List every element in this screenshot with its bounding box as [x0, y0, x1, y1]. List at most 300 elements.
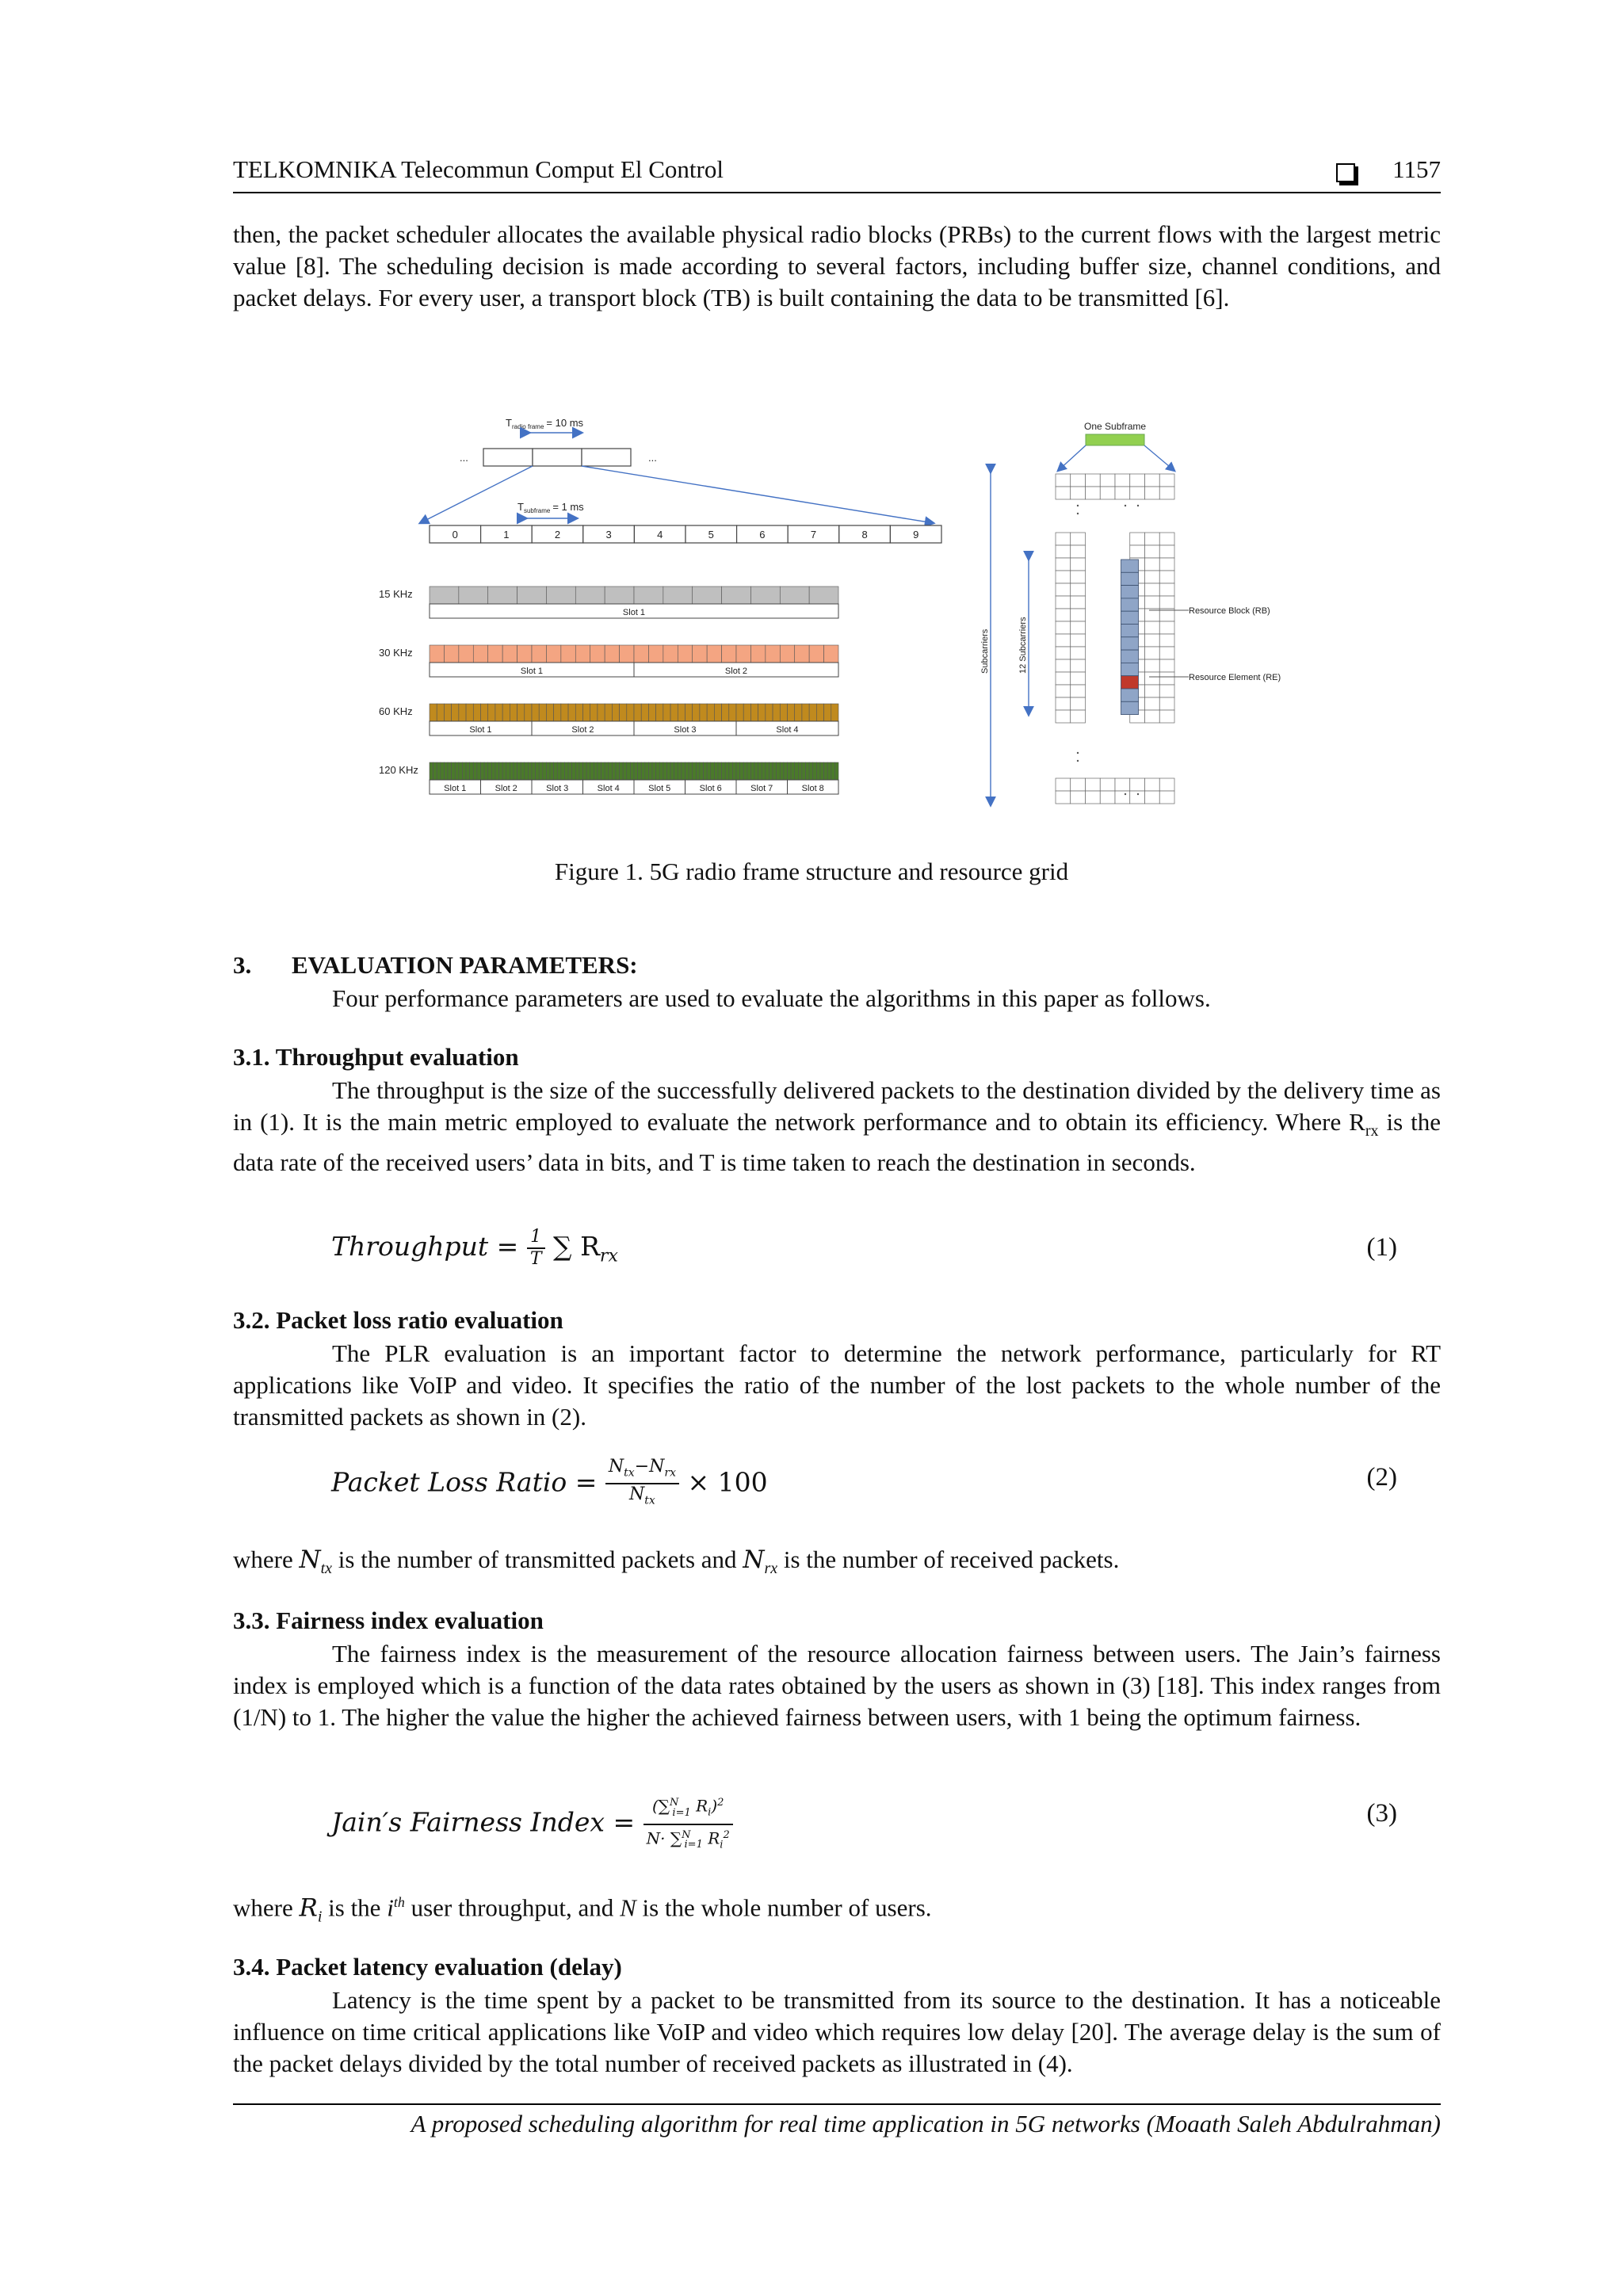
- slot-label: Slot 2: [724, 667, 748, 676]
- ellipsis-dot: [1137, 505, 1139, 506]
- slot-label: Slot 2: [571, 725, 594, 735]
- ofdm-symbol: [696, 762, 700, 780]
- grid-cell: [1071, 621, 1086, 634]
- ofdm-symbol: [747, 762, 751, 780]
- grid-cell: [1159, 474, 1174, 487]
- resource-block-cell: [1121, 637, 1139, 650]
- resource-block-cell: [1121, 598, 1139, 611]
- ofdm-symbol: [502, 704, 510, 721]
- ofdm-symbol: [554, 762, 558, 780]
- grid-cell: [1056, 697, 1071, 710]
- grid-cell: [1145, 583, 1160, 596]
- ofdm-symbol: [641, 762, 645, 780]
- slot-label: Slot 4: [597, 784, 620, 793]
- ofdm-symbol: [725, 762, 729, 780]
- grid-cell: [1130, 545, 1145, 558]
- grid-cell: [1071, 474, 1086, 487]
- ofdm-symbol: [670, 762, 674, 780]
- ofdm-symbol: [722, 762, 726, 780]
- ofdm-symbol: [495, 704, 502, 721]
- ofdm-symbol: [620, 762, 624, 780]
- ofdm-symbol: [813, 762, 817, 780]
- grid-cell: [1159, 791, 1174, 804]
- grid-cell: [1071, 672, 1086, 685]
- ellipsis-dot: [1077, 513, 1079, 514]
- ofdm-symbol: [433, 762, 437, 780]
- grid-cell: [1071, 609, 1086, 621]
- numerology-label: 60 KHz: [379, 705, 413, 717]
- ofdm-symbol: [488, 586, 517, 604]
- grid-cell: [1159, 778, 1174, 791]
- ofdm-symbol: [627, 762, 631, 780]
- ofdm-symbol: [550, 762, 554, 780]
- subframe-index: 8: [861, 529, 868, 541]
- ofdm-symbol: [546, 645, 560, 663]
- grid-cell: [1145, 558, 1160, 571]
- section-3-4-text: Latency is the time spent by a packet to be transmitted from its source to the destination. It has a noticeable influence on time critical applications like VoIP and video which requires low delay [20]. The average delay is the sum of the packet delays divided by the total number of received packets as illustrated in (4).: [233, 1986, 1441, 2077]
- ellipsis-dot: [1137, 793, 1139, 795]
- ofdm-symbol: [722, 704, 729, 721]
- ofdm-symbol: [612, 762, 616, 780]
- slot-label: Slot 3: [674, 725, 697, 735]
- ofdm-symbol: [750, 645, 765, 663]
- ofdm-symbol: [623, 762, 627, 780]
- ofdm-symbol: [638, 762, 642, 780]
- ofdm-symbol: [824, 762, 828, 780]
- subframe-index: 5: [708, 529, 714, 541]
- ofdm-symbol: [648, 645, 663, 663]
- ofdm-symbol: [575, 645, 590, 663]
- numerology-label: 15 KHz: [379, 588, 413, 600]
- ofdm-symbol: [459, 762, 463, 780]
- ofdm-symbol: [612, 704, 619, 721]
- running-footer: A proposed scheduling algorithm for real time application in 5G networks (Moaath Saleh Abdulrahman): [411, 2110, 1441, 2137]
- grid-cell: [1145, 685, 1160, 697]
- ofdm-symbol: [666, 762, 670, 780]
- ofdm-symbol: [693, 645, 707, 663]
- grid-cell: [1159, 710, 1174, 723]
- ofdm-symbol: [514, 762, 517, 780]
- ofdm-symbol: [502, 645, 517, 663]
- ofdm-symbol: [645, 762, 649, 780]
- slot-label: Slot 1: [622, 608, 646, 617]
- ofdm-symbol: [539, 704, 546, 721]
- ofdm-symbol: [766, 762, 769, 780]
- ofdm-symbol: [473, 704, 480, 721]
- ofdm-symbol: [583, 762, 587, 780]
- ofdm-symbol: [557, 762, 561, 780]
- section-3-3-heading: [233, 1606, 544, 1635]
- ofdm-symbol: [718, 762, 722, 780]
- grid-cell: [1159, 634, 1174, 647]
- ofdm-symbol: [539, 762, 543, 780]
- slot-label: Slot 1: [444, 784, 467, 793]
- ofdm-symbol: [568, 762, 572, 780]
- ofdm-symbol: [648, 762, 652, 780]
- ellipsis-dot: [1077, 760, 1079, 762]
- grid-cell: [1130, 791, 1145, 804]
- ofdm-symbol: [430, 762, 433, 780]
- ofdm-symbol: [598, 704, 605, 721]
- grid-cell: [1071, 634, 1086, 647]
- ofdm-symbol: [700, 704, 707, 721]
- section-3-2-title: Packet loss ratio evaluation: [276, 1306, 563, 1334]
- ofdm-symbol: [809, 762, 813, 780]
- ofdm-symbol: [455, 762, 459, 780]
- grid-cell: [1086, 778, 1101, 791]
- ofdm-symbol: [714, 762, 718, 780]
- ofdm-symbol: [773, 704, 780, 721]
- t-subframe-label: $T_{subframe} = 1$ ms: [517, 501, 584, 514]
- grid-cell: [1145, 596, 1160, 609]
- subframe-index: 1: [503, 529, 510, 541]
- resource-grid: [1056, 474, 1174, 804]
- ofdm-symbol: [736, 762, 740, 780]
- slot-label: Slot 8: [801, 784, 824, 793]
- ofdm-symbol: [806, 762, 810, 780]
- ofdm-symbol: [620, 645, 634, 663]
- grid-cell: [1071, 596, 1086, 609]
- ofdm-symbol: [590, 704, 598, 721]
- subframe-index: 7: [810, 529, 817, 541]
- grid-cell: [1056, 778, 1071, 791]
- grid-cell: [1145, 621, 1160, 634]
- grid-cell: [1145, 545, 1160, 558]
- section-3-1-heading: [233, 1043, 519, 1072]
- grid-cell: [1159, 697, 1174, 710]
- ofdm-symbol: [656, 762, 660, 780]
- grid-cell: [1056, 609, 1071, 621]
- ofdm-symbol: [641, 704, 648, 721]
- grid-cell: [1056, 634, 1071, 647]
- grid-cell: [1071, 487, 1086, 499]
- grid-cell: [1159, 596, 1174, 609]
- ofdm-symbol: [729, 762, 733, 780]
- ofdm-symbol: [546, 586, 575, 604]
- resource-block-cell: [1121, 560, 1139, 572]
- ofdm-symbol: [546, 704, 553, 721]
- ofdm-symbol: [663, 762, 667, 780]
- ofdm-symbol: [532, 645, 546, 663]
- grid-cell: [1115, 791, 1130, 804]
- ofdm-symbol: [525, 762, 529, 780]
- ofdm-symbol: [517, 586, 547, 604]
- ofdm-symbol: [780, 645, 794, 663]
- grid-cell: [1071, 659, 1086, 672]
- grid-cell: [1159, 583, 1174, 596]
- grid-cell: [1159, 545, 1174, 558]
- ofdm-symbol: [630, 762, 634, 780]
- ofdm-symbol: [722, 586, 751, 604]
- ofdm-symbol: [693, 704, 700, 721]
- ofdm-symbol: [609, 762, 613, 780]
- ofdm-symbol: [452, 762, 456, 780]
- ofdm-symbol: [809, 645, 823, 663]
- ofdm-symbol: [441, 762, 445, 780]
- twelve-subcarriers-label: 12 Subcarriers: [1018, 617, 1028, 674]
- ofdm-symbol: [758, 762, 762, 780]
- ofdm-symbol: [543, 762, 547, 780]
- slot-label: Slot 3: [546, 784, 569, 793]
- resource-block-cell: [1121, 663, 1139, 675]
- ofdm-symbol: [444, 704, 451, 721]
- ofdm-symbol: [532, 762, 536, 780]
- ofdm-symbol: [685, 704, 693, 721]
- ofdm-symbol: [462, 762, 466, 780]
- ofdm-symbol: [758, 704, 766, 721]
- ellipsis-dot: [1077, 752, 1079, 754]
- grid-cell: [1145, 791, 1160, 804]
- ofdm-symbol: [685, 762, 689, 780]
- grid-cell: [1145, 697, 1160, 710]
- equation-1: Throughput = $\frac{1}{T}$ ∑ $R_{rx}$ (1): [331, 1227, 1397, 1269]
- ofdm-symbol: [499, 762, 503, 780]
- grid-cell: [1056, 474, 1071, 487]
- subframe-index: 4: [657, 529, 663, 541]
- ofdm-symbol: [532, 704, 539, 721]
- ofdm-symbol: [488, 645, 502, 663]
- ofdm-symbol: [437, 704, 444, 721]
- ofdm-symbol: [590, 645, 605, 663]
- ofdm-symbol: [824, 704, 831, 721]
- slot-label: Slot 6: [699, 784, 722, 793]
- section-3-title: EVALUATION PARAMETERS:: [292, 951, 638, 979]
- grid-cell: [1100, 487, 1115, 499]
- t-radio-frame-label: $T_{radio frame} = 10$ ms: [506, 417, 584, 430]
- ofdm-symbol: [620, 704, 627, 721]
- grid-cell: [1159, 571, 1174, 583]
- ofdm-symbol: [605, 762, 609, 780]
- ofdm-symbol: [736, 704, 743, 721]
- ellipsis-dot: [1125, 505, 1126, 506]
- grid-cell: [1115, 778, 1130, 791]
- section-3-1-text: The throughput is the size of the successfully delivered packets to the destination divided by the delivery time as in (1). It is the main metric employed to evaluate the network performance and to obtain its efficiency. Where $R_{rx}$ is the data rate of the received users’ data in bits, and T is time taken to reach the destination in seconds.: [233, 1076, 1441, 1177]
- ofdm-symbol: [466, 704, 473, 721]
- grid-cell: [1071, 558, 1086, 571]
- ofdm-symbol: [766, 704, 773, 721]
- ofdm-symbol: [693, 586, 722, 604]
- ofdm-symbol: [834, 762, 838, 780]
- resource-element-label: Resource Element (RE): [1189, 673, 1281, 682]
- grid-cell: [1159, 672, 1174, 685]
- ofdm-symbol: [627, 704, 634, 721]
- section-3-2-where: where $N_{tx}$ is the number of transmitted packets and $N_{rx}$ is the number of received packets.: [233, 1545, 1120, 1578]
- page-number: 1157: [1392, 155, 1441, 183]
- ofdm-symbol: [707, 762, 711, 780]
- grid-cell: [1071, 791, 1086, 804]
- ofdm-symbol: [430, 704, 437, 721]
- ofdm-symbol: [473, 645, 487, 663]
- ofdm-symbol: [430, 645, 444, 663]
- grid-cell: [1056, 558, 1071, 571]
- ofdm-symbol: [795, 762, 799, 780]
- grid-cell: [1145, 710, 1160, 723]
- ofdm-symbol: [780, 586, 809, 604]
- ofdm-symbol: [773, 762, 777, 780]
- ofdm-symbol: [605, 704, 612, 721]
- ofdm-symbol: [502, 762, 506, 780]
- slot-label: Slot 7: [750, 784, 773, 793]
- ofdm-symbol: [689, 762, 693, 780]
- ofdm-symbol: [634, 586, 663, 604]
- ofdm-symbol: [491, 762, 495, 780]
- section-3-1-number: 3.1.: [233, 1043, 270, 1071]
- ofdm-symbol: [586, 762, 590, 780]
- ofdm-symbol: [754, 762, 758, 780]
- grid-cell: [1056, 545, 1071, 558]
- subframe-index: 9: [913, 529, 919, 541]
- ofdm-symbol: [616, 762, 620, 780]
- ofdm-symbol: [590, 762, 594, 780]
- ofdm-symbol: [795, 704, 802, 721]
- grid-cell: [1100, 474, 1115, 487]
- grid-cell: [1130, 487, 1145, 499]
- ofdm-symbol: [459, 586, 488, 604]
- grid-cell: [1130, 778, 1145, 791]
- ofdm-symbol: [583, 704, 590, 721]
- resource-block-cell: [1121, 625, 1139, 637]
- grid-cell: [1071, 685, 1086, 697]
- ofdm-symbol: [561, 762, 565, 780]
- resource-block-cell: [1121, 689, 1139, 701]
- grid-cell: [1159, 533, 1174, 545]
- ofdm-symbol: [711, 762, 715, 780]
- ofdm-symbol: [648, 704, 655, 721]
- ofdm-symbol: [831, 704, 838, 721]
- grid-cell: [1159, 621, 1174, 634]
- ofdm-symbol: [444, 645, 458, 663]
- ofdm-symbol: [488, 762, 492, 780]
- grid-cell: [1145, 533, 1160, 545]
- ofdm-symbol: [729, 704, 736, 721]
- ofdm-symbol: [802, 704, 809, 721]
- grid-cell: [1056, 710, 1071, 723]
- one-subframe-bar: [1086, 434, 1144, 445]
- ofdm-symbol: [722, 645, 736, 663]
- section-3-4-heading: [233, 1953, 622, 1981]
- ofdm-symbol: [809, 704, 816, 721]
- subframe-index: 3: [605, 529, 612, 541]
- grid-cell: [1056, 596, 1071, 609]
- ofdm-symbol: [693, 762, 697, 780]
- grid-cell: [1071, 778, 1086, 791]
- ofdm-symbol: [714, 704, 721, 721]
- grid-cell: [1071, 647, 1086, 659]
- ofdm-symbol: [546, 762, 550, 780]
- grid-cell: [1056, 571, 1071, 583]
- slot-label: Slot 2: [495, 784, 517, 793]
- ofdm-symbol: [659, 762, 663, 780]
- ofdm-symbol: [572, 762, 576, 780]
- ofdm-symbol: [470, 762, 474, 780]
- ofdm-symbol: [809, 586, 838, 604]
- grid-cell: [1145, 647, 1160, 659]
- figure-5g-frame: [365, 412, 1281, 816]
- equation-2: Packet Loss Ratio = $\frac{N_{tx}-N_{rx}}{N_{tx}}$ × 100 (2): [331, 1457, 1397, 1507]
- subframe-row: [430, 525, 941, 543]
- ofdm-symbol: [824, 645, 838, 663]
- ofdm-symbol: [674, 762, 678, 780]
- ofdm-symbol: [791, 762, 795, 780]
- ofdm-symbol: [663, 645, 678, 663]
- ofdm-symbol: [517, 704, 525, 721]
- footer-rule: [233, 2103, 1441, 2105]
- resource-block-label: Resource Block (RB): [1189, 606, 1270, 616]
- grid-cell: [1056, 533, 1071, 545]
- grid-cell: [1071, 710, 1086, 723]
- ofdm-symbol: [820, 762, 824, 780]
- ofdm-symbol: [601, 762, 605, 780]
- ofdm-symbol: [670, 704, 678, 721]
- ofdm-symbol: [663, 704, 670, 721]
- grid-cell: [1086, 791, 1101, 804]
- ofdm-symbol: [561, 645, 575, 663]
- ofdm-symbol: [466, 762, 470, 780]
- grid-cell: [1145, 659, 1160, 672]
- figure-caption: Figure 1. 5G radio frame structure and resource grid: [554, 858, 1069, 885]
- resource-block-cell: [1121, 611, 1139, 624]
- ofdm-symbol: [678, 762, 682, 780]
- ofdm-symbol: [707, 645, 721, 663]
- ofdm-symbol: [598, 762, 601, 780]
- ofdm-symbol: [634, 762, 638, 780]
- grid-cell: [1071, 583, 1086, 596]
- ofdm-symbol: [510, 704, 517, 721]
- ofdm-symbol: [536, 762, 540, 780]
- grid-cell: [1159, 647, 1174, 659]
- section-3-3-title: Fairness index evaluation: [276, 1606, 544, 1634]
- ofdm-symbol: [568, 704, 575, 721]
- ofdm-symbol: [444, 762, 448, 780]
- ofdm-symbol: [777, 762, 781, 780]
- ofdm-symbol: [652, 762, 656, 780]
- ofdm-symbol: [575, 704, 582, 721]
- ofdm-symbol: [816, 704, 823, 721]
- ofdm-symbol: [802, 762, 806, 780]
- numerology-label: 120 KHz: [379, 764, 418, 776]
- section-3-3-where: where $R_i$ is the $i^{th}$ user throughput, and N is the whole number of users.: [233, 1893, 932, 1926]
- grid-cell: [1056, 672, 1071, 685]
- ofdm-symbol: [430, 586, 459, 604]
- section-3-4-title: Packet latency evaluation (delay): [276, 1953, 622, 1981]
- grid-cell: [1130, 533, 1145, 545]
- grid-cell: [1159, 685, 1174, 697]
- ofdm-symbol: [594, 762, 598, 780]
- ofdm-symbol: [521, 762, 525, 780]
- grid-cell: [1071, 571, 1086, 583]
- ofdm-symbol: [780, 762, 784, 780]
- ofdm-symbol: [564, 762, 568, 780]
- grid-cell: [1145, 634, 1160, 647]
- section-3-2-heading: [233, 1306, 563, 1335]
- ofdm-symbol: [517, 645, 532, 663]
- slot-label: Slot 4: [776, 725, 799, 735]
- ofdm-symbol: [554, 704, 561, 721]
- equation-2-label: (2): [1366, 1463, 1397, 1492]
- grid-cell: [1056, 621, 1071, 634]
- resource-block-cell: [1121, 701, 1139, 714]
- section-3-4-number: 3.4.: [233, 1953, 270, 1981]
- grid-cell: [1071, 545, 1086, 558]
- square-bullet-icon: [1336, 163, 1355, 182]
- ofdm-symbol: [575, 586, 605, 604]
- resource-block-cell: [1121, 650, 1139, 663]
- ofdm-symbol: [750, 586, 780, 604]
- ofdm-symbol: [452, 704, 459, 721]
- journal-title: TELKOMNIKA Telecommun Comput El Control: [233, 155, 724, 183]
- grid-cell: [1056, 647, 1071, 659]
- grid-cell: [1056, 659, 1071, 672]
